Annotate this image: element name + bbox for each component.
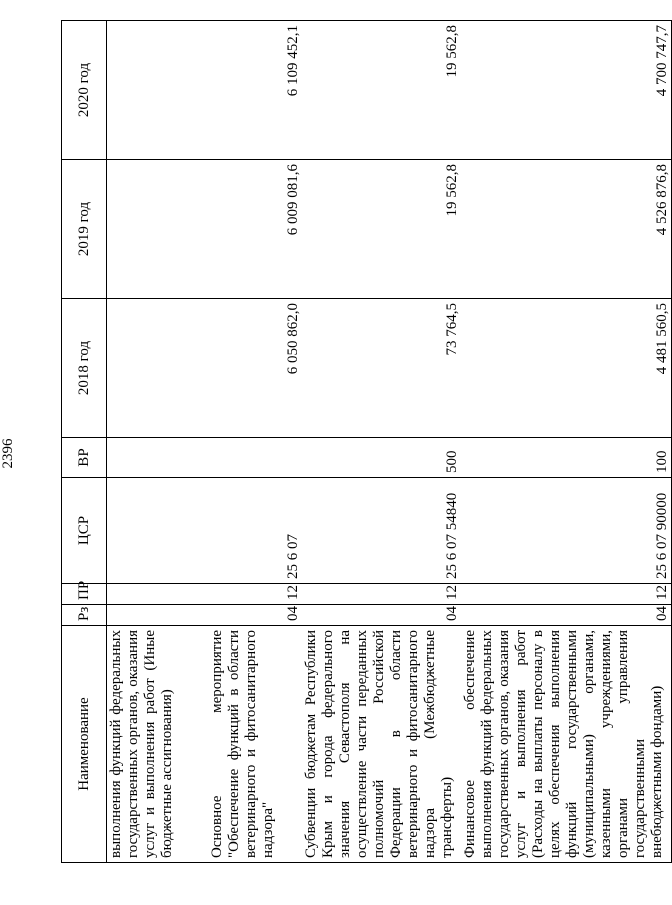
row-pr: 12 [461,584,672,605]
row-csr: 25 6 07 [208,478,302,584]
row-name: выполнения функций федеральных государственных органов, оказания услуг и выполнения работ (Иные бюджетные ассигнования) [107,626,209,863]
table-header-row [62,21,107,863]
budget-table [61,20,672,863]
row-2019: 6 009 081,6 [208,160,302,299]
row-2018: 6 050 862,0 [208,299,302,438]
row-name: Финансовое обеспечение выполнения функций федеральных государственных органов, оказания услуг и выполнения работ (Расходы на выплаты персоналу в целях обеспечения выполнения функций государственными (муниципальными) органами, казенными учреждениями, органами управления государственными внебюджетными фондами) [461,626,672,863]
row-pr [107,584,209,605]
header-2020: 2020 год [62,21,107,160]
row-name: Основное мероприятие "Обеспечение функций в области ветеринарного и фитосанитарного надзора" [208,626,302,863]
row-2019: 4 526 876,8 [461,160,672,299]
row-2019: 19 562,8 [302,160,461,299]
header-2018: 2018 год [62,299,107,438]
row-2019 [107,160,209,299]
row-rz [107,605,209,626]
row-pr: 12 [302,584,461,605]
header-name: Наименование [62,626,107,863]
header-2019: 2019 год [62,160,107,299]
row-2020: 6 109 452,1 [208,21,302,160]
row-csr: 25 6 07 54840 [302,478,461,584]
row-csr [107,478,209,584]
row-2018: 73 764,5 [302,299,461,438]
row-2020: 4 700 747,7 [461,21,672,160]
header-rz: Рз [62,605,107,626]
page-number: 2396 [0,438,16,469]
row-2020 [107,21,209,160]
row-name: Субвенции бюджетам Республики Крым и города федерального значения Севастополя на осуществление части переданных полномочий Российской Федерации в области ветеринарного и фитосанитарного надзора (Межбюджетные трансферты) [302,626,461,863]
table-row [461,21,672,863]
row-rz: 04 [208,605,302,626]
header-pr: ПР [62,584,107,605]
row-2020: 19 562,8 [302,21,461,160]
row-csr: 25 6 07 90000 [461,478,672,584]
row-rz: 04 [302,605,461,626]
header-vr: ВР [62,438,107,478]
row-2018 [107,299,209,438]
row-2018: 4 481 560,5 [461,299,672,438]
row-vr: 100 [461,438,672,478]
table-row [208,21,302,863]
header-csr: ЦСР [62,478,107,584]
table-row [302,21,461,863]
row-vr: 500 [302,438,461,478]
row-vr [107,438,209,478]
table-row [107,21,209,863]
row-rz: 04 [461,605,672,626]
row-pr: 12 [208,584,302,605]
row-vr [208,438,302,478]
